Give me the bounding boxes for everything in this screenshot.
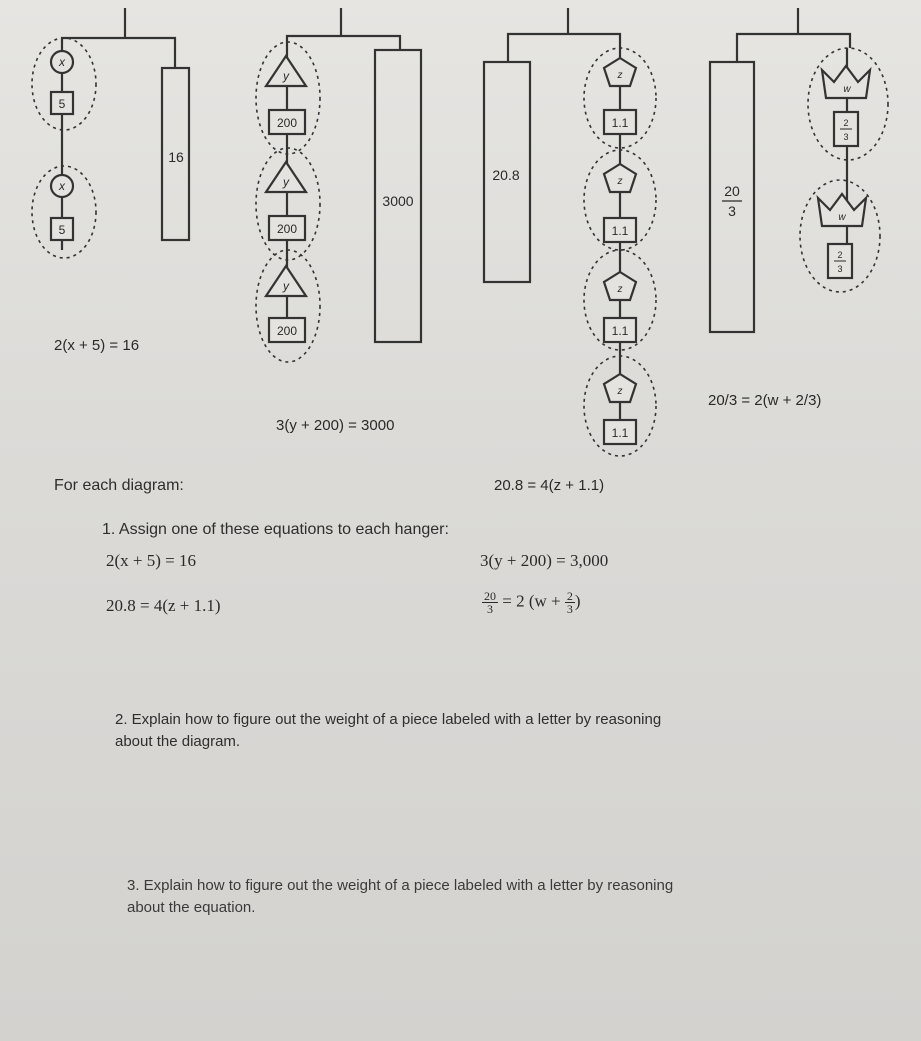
hanger-x — [32, 8, 189, 258]
label-z-1: z — [617, 70, 623, 81]
label-200-3: 200 — [276, 324, 298, 338]
label-x-1: x — [59, 55, 65, 69]
bar-z-value: 20.8 — [492, 167, 520, 183]
label-w-frac-den-1: 3 — [843, 132, 849, 142]
question-3-line-1: 3. Explain how to figure out the weight of a piece labeled with a letter by reasoning — [127, 877, 674, 894]
label-x-2: x — [59, 179, 65, 193]
label-z-3: z — [617, 284, 623, 295]
label-5-1: 5 — [58, 97, 66, 111]
label-w-frac-num-1: 2 — [843, 118, 849, 128]
hanger-w — [710, 8, 888, 332]
eq4-lhs-fraction: $\frac{20}{3}$ — [484, 589, 496, 616]
label-y-1: y — [283, 69, 289, 83]
bar-w-den: 3 — [728, 203, 736, 219]
label-1-1-a: 1.1 — [611, 116, 629, 130]
label-200-1: 200 — [276, 116, 298, 130]
caption-x: 2(x + 5) = 16 — [54, 337, 140, 354]
equation-2: 3(y + 200) = 3,000 — [480, 551, 609, 570]
question-2-line-1: 2. Explain how to figure out the weight of a piece labeled with a letter by reasoning — [115, 711, 662, 728]
bar-w-num: 20 — [724, 183, 740, 199]
caption-z: 20.8 = 4(z + 1.1) — [494, 477, 605, 494]
eq4-rhs-fraction: $\frac{2}{3}$ — [566, 589, 573, 616]
hanger-diagrams — [0, 0, 921, 500]
caption-y: 3(y + 200) = 3000 — [276, 417, 395, 434]
label-w-2: w — [838, 212, 846, 223]
question-2-line-2: about the diagram. — [115, 733, 241, 750]
label-1-1-c: 1.1 — [611, 324, 629, 338]
label-z-4: z — [617, 386, 623, 397]
label-z-2: z — [617, 176, 623, 187]
question-1: 1. Assign one of these equations to each hanger: — [102, 521, 449, 538]
caption-w: 20/3 = 2(w + 2/3) — [708, 392, 822, 409]
label-5-2: 5 — [58, 223, 66, 237]
equation-1: 2(x + 5) = 16 — [106, 551, 196, 570]
intro-text: For each diagram: — [54, 477, 184, 494]
question-3-line-2: about the equation. — [127, 899, 256, 916]
label-w-1: w — [843, 84, 851, 95]
label-w-frac-num-2: 2 — [837, 250, 843, 260]
label-1-1-d: 1.1 — [611, 426, 629, 440]
hanger-y — [256, 8, 421, 362]
hanger-z — [484, 8, 656, 456]
label-w-frac-den-2: 3 — [837, 264, 843, 274]
equation-4: $\frac{20}{3}$ = 2 (w + $\frac{2}{3}$ ) — [484, 589, 581, 616]
label-1-1-b: 1.1 — [611, 224, 629, 238]
label-y-3: y — [283, 279, 289, 293]
label-y-2: y — [283, 175, 289, 189]
equation-3: 20.8 = 4(z + 1.1) — [106, 596, 221, 615]
bar-x-value: 16 — [168, 149, 184, 165]
bar-y-value: 3000 — [382, 193, 414, 209]
label-200-2: 200 — [276, 222, 298, 236]
